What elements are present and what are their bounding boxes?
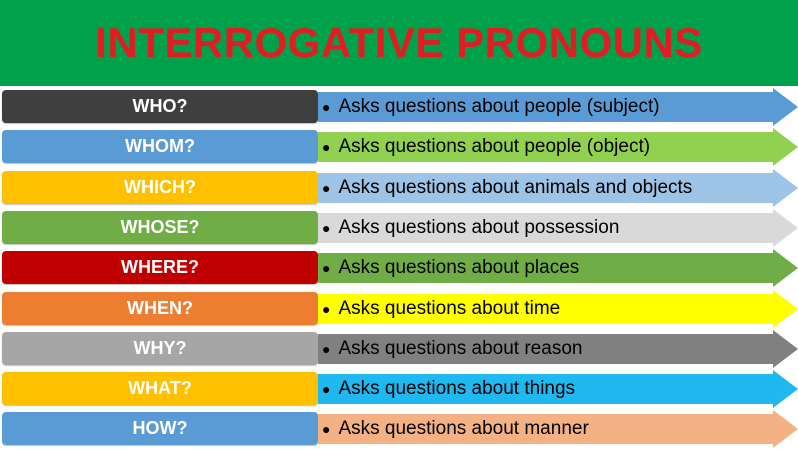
pronoun-description bbox=[322, 290, 560, 328]
pronoun-label: WHEN? bbox=[2, 292, 318, 325]
pronoun-row bbox=[0, 88, 798, 124]
pronoun-label: HOW? bbox=[2, 412, 318, 445]
bullet-icon: ● bbox=[322, 139, 331, 156]
description-text: Asks questions about people (subject) bbox=[338, 96, 660, 117]
pronoun-row bbox=[0, 128, 798, 164]
pronoun-description bbox=[322, 330, 582, 368]
pronoun-row bbox=[0, 290, 798, 326]
description-text: Asks questions about possession bbox=[338, 216, 620, 238]
pronoun-label: WHAT? bbox=[2, 372, 318, 405]
description-text: Asks questions about animals and objects bbox=[338, 176, 693, 198]
description-text: Asks questions about time bbox=[338, 297, 561, 319]
pronoun-row bbox=[0, 209, 798, 245]
pronoun-row bbox=[0, 169, 798, 205]
page-title: INTERROGATIVE PRONOUNS bbox=[95, 19, 703, 66]
pronoun-description bbox=[322, 410, 589, 448]
pronoun-label: WHY? bbox=[2, 332, 318, 365]
pronoun-description bbox=[322, 88, 660, 126]
bullet-icon: ● bbox=[322, 219, 331, 236]
pronoun-description bbox=[322, 209, 619, 247]
bullet-icon: ● bbox=[322, 300, 331, 317]
bullet-icon: ● bbox=[322, 340, 331, 357]
bullet-icon: ● bbox=[322, 421, 331, 438]
pronoun-row bbox=[0, 370, 798, 406]
description-text: Asks questions about reason bbox=[338, 337, 583, 359]
pronoun-label: WHICH? bbox=[2, 171, 318, 204]
bullet-icon: ● bbox=[322, 260, 331, 277]
pronoun-description bbox=[322, 370, 575, 408]
pronoun-description bbox=[322, 249, 579, 287]
bullet-icon: ● bbox=[322, 179, 331, 196]
pronoun-label: WHERE? bbox=[2, 251, 318, 284]
bullet-icon: ● bbox=[322, 99, 331, 115]
pronoun-description bbox=[322, 128, 650, 166]
pronoun-description bbox=[322, 169, 692, 207]
description-text: Asks questions about people (object) bbox=[338, 136, 651, 158]
description-text: Asks questions about places bbox=[338, 257, 580, 279]
description-text: Asks questions about things bbox=[338, 378, 576, 400]
pronoun-row bbox=[0, 249, 798, 285]
pronoun-label: WHOSE? bbox=[2, 211, 318, 244]
pronoun-label: WHO? bbox=[2, 90, 318, 123]
pronoun-row bbox=[0, 330, 798, 366]
title-banner bbox=[0, 0, 798, 86]
description-text: Asks questions about manner bbox=[338, 418, 589, 440]
bullet-icon: ● bbox=[322, 381, 331, 398]
pronoun-label: WHOM? bbox=[2, 130, 318, 163]
pronoun-row bbox=[0, 410, 798, 446]
